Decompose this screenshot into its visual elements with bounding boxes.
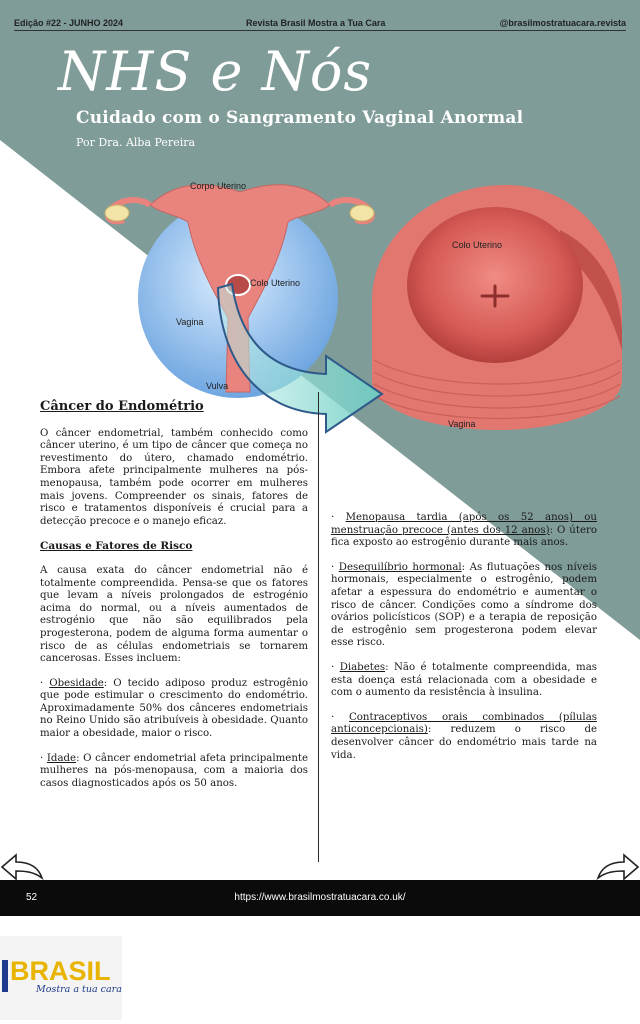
- risk-term: Idade: [46, 752, 77, 764]
- risk-item-diabetes: · Diabetes: Não é totalmente compreendida, mas esta doença está relacionada com a obesidade e com o aumento da resistência à insulina.: [331, 661, 597, 699]
- social-handle: @brasilmostratuacara.revista: [499, 18, 626, 28]
- risk-term: Menopausa tardia (após os 52 anos) ou menstruação precoce (antes dos 12 anos): [331, 512, 597, 536]
- left-column: [40, 401, 308, 802]
- risk-item-idade: · Idade: O câncer endometrial afeta principalmente mulheres na pós-menopausa, com a maioria dos casos diagnosticados após os 50 anos.: [40, 752, 308, 789]
- article-byline: Por Dra. Alba Pereira: [76, 136, 196, 149]
- causes-paragraph: A causa exata do câncer endometrial não é totalmente compreendida. Pensa-se que os fatores que levam a níveis prolongados de estrogénio acima do normal, ou a níveis aumentados de estrogénio que não são equilibrados pela progesterona, podem de alguma forma aumentar o risco de as células endometriais se tornarem cancerosas. Esses incluem:: [40, 564, 308, 665]
- risk-item-menopausa: · Menopausa tardia (após os 52 anos) ou menstruação precoce (antes dos 12 anos): O útero fica exposto ao estrogênio durante mais anos.: [331, 512, 597, 549]
- risk-term: Diabetes: [339, 661, 386, 673]
- risk-item-desequilibrio: · Desequilíbrio hormonal: As flutuações nos níveis hormonais, especialmente o estrogênio, podem afetar a espessura do endométrio e aumentar o risco de câncer. Condições como a síndrome dos ovários policísticos (SOP) e a terapia de reposição de estrogênio sem progesterona podem elevar esse risco.: [331, 561, 598, 649]
- label-corpo-uterino: Corpo Uterino: [190, 181, 247, 191]
- risk-text: : O útero fica exposto ao estrogênio durante mais anos.: [331, 524, 597, 549]
- edition-label: Edição #22 - JUNHO 2024: [14, 18, 124, 28]
- risk-term: Desequilíbrio hormonal: [338, 561, 462, 573]
- logo-side-bar: [2, 960, 8, 992]
- risk-text: : O câncer endometrial afeta principalmente mulheres na pós-menopausa, com a maioria dos casos diagnosticados após os 50 anos.: [40, 752, 308, 789]
- causes-subheading: Causas e Fatores de Risco: [40, 540, 193, 553]
- label-vagina-right: Vagina: [448, 419, 476, 429]
- page-number: 52: [26, 892, 38, 903]
- brasil-logo: [0, 936, 122, 1020]
- risk-item-obesidade: · Obesidade: O tecido adiposo produz estrogênio que pode estimular o crescimento do endométrio. Aproximadamente 50% dos cânceres endometriais no Reino Unido são atribuíveis à obesidade. Quanto maior a obesidade, maior o risco.: [40, 677, 309, 740]
- article-title: Cuidado com o Sangramento Vaginal Anormal: [76, 108, 524, 128]
- top-rule: [14, 30, 626, 31]
- page-footer: [0, 880, 640, 916]
- label-vagina-left: Vagina: [176, 317, 204, 327]
- risk-text: : reduzem o risco de desenvolver câncer do endométrio mais tarde na vida.: [331, 724, 597, 761]
- logo-tagline: Mostra a tua cara: [36, 984, 122, 995]
- risk-text: : As flutuações nos níveis hormonais, especialmente o estrogênio, podem afetar a espessura do endométrio e aumentar o risco de câncer. Condições como a síndrome dos ovários policísticos (SOP) e a terapia de reposição de estrogênio sem progesterona podem elevar esse risco.: [331, 561, 598, 649]
- label-colo-uterino-right: Colo Uterino: [452, 240, 503, 250]
- top-bar: [0, 14, 640, 34]
- label-colo-uterino-left: Colo Uterino: [250, 278, 301, 288]
- risk-text: : Não é totalmente compreendida, mas esta doença está relacionada com a obesidade e com o aumento da resistência à insulina.: [331, 661, 597, 699]
- intro-paragraph: O câncer endometrial, também conhecido como câncer uterino, é um tipo de câncer que começa no revestimento do útero, chamado endométrio. Embora afete principalmente mulheres na pós-menopausa, também pode ocorrer em mulheres mais jovens. Compreender os sinais, fatores de risco e tratamentos disponíveis é crucial para a detecção precoce e o manejo eficaz.: [40, 427, 308, 527]
- right-column: [331, 512, 597, 774]
- section-heading: Câncer do Endométrio: [40, 399, 204, 414]
- risk-term: Contraceptivos orais combinados (pílulas anticoncepcionais): [331, 711, 597, 736]
- logo-wordmark: BRASIL: [10, 956, 111, 986]
- previous-page-arrow-icon[interactable]: [0, 852, 44, 880]
- magazine-name: Revista Brasil Mostra a Tua Cara: [246, 18, 386, 28]
- website-link[interactable]: https://www.brasilmostratuacara.co.uk/: [234, 892, 406, 903]
- label-vulva: Vulva: [206, 381, 229, 391]
- section-masthead: NHS e Nós: [58, 40, 373, 103]
- column-divider: [318, 392, 319, 862]
- risk-term: Obesidade: [49, 677, 104, 689]
- risk-text: : O tecido adiposo produz estrogênio que pode estimular o crescimento do endométrio. Aproximadamente 50% dos cânceres endometriais no Reino Unido são atribuíveis à obesidade. Quanto maior a obesidade, maior o risco.: [40, 677, 309, 740]
- risk-item-contraceptivos: · Contraceptivos orais combinados (pílulas anticoncepcionais): reduzem o risco de desenvolver câncer do endométrio mais tarde na vida.: [331, 711, 597, 761]
- cervix-illustration: [372, 185, 622, 430]
- next-page-arrow-icon[interactable]: [596, 852, 640, 880]
